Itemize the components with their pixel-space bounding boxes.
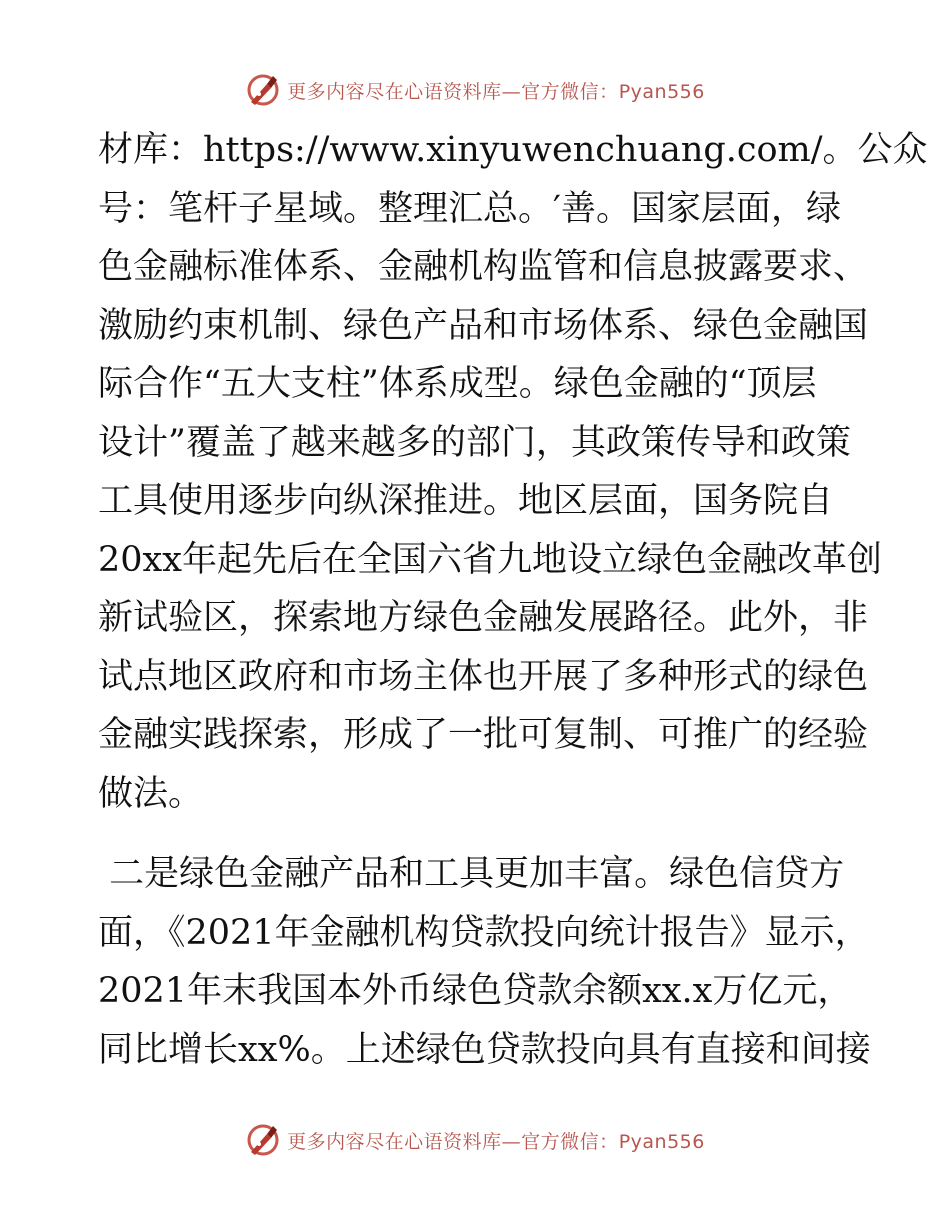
banner-wechat-label: 官方微信： — [521, 80, 619, 103]
banner-text — [287, 1127, 705, 1154]
text-line: 色金融标准体系、金融机构监管和信息披露要求、 — [98, 247, 869, 287]
text-line: 材库：https://www.xinyuwenchuang.com/。公众 — [98, 130, 928, 170]
banner-wechat-id: Pyan556 — [618, 80, 705, 103]
banner-main-text: 更多内容尽在心语资料库 — [287, 1130, 502, 1153]
paragraph-2 — [98, 845, 871, 1079]
banner-wechat-label: 官方微信： — [521, 1130, 619, 1153]
document-body — [98, 121, 928, 1079]
paragraph-spacer — [98, 823, 858, 845]
banner-dash: — — [501, 80, 522, 103]
text-line: 二是绿色金融产品和工具更加丰富。绿色信贷方 — [98, 854, 845, 894]
banner-wechat-id: Pyan556 — [618, 1130, 705, 1153]
footer-banner — [0, 1118, 950, 1162]
text-line: 激励约束机制、绿色产品和市场体系、绿色金融国 — [98, 305, 869, 346]
banner-main-text: 更多内容尽在心语资料库 — [287, 80, 502, 103]
text-line: 设计”覆盖了越来越多的部门，其政策传导和政策 — [98, 422, 851, 463]
text-line: 做法。 — [98, 773, 204, 814]
pen-logo-icon — [245, 72, 281, 108]
banner-text — [287, 77, 705, 104]
pen-logo-icon — [245, 1122, 281, 1158]
text-line: 试点地区政府和市场主体也开展了多种形式的绿色 — [98, 656, 869, 697]
paragraph-1 — [98, 121, 928, 823]
text-line: 2021年末我国本外币绿色贷款余额xx.x万亿元， — [98, 971, 853, 1011]
text-line: 号：笔杆子星域。整理汇总。′善。国家层面，绿 — [98, 188, 841, 229]
text-line: 同比增长xx%。上述绿色贷款投向具有直接和间接 — [98, 1029, 871, 1070]
text-line: 金融实践探索，形成了一批可复制、可推广的经验 — [98, 715, 869, 755]
text-line: 面，《2021年金融机构贷款投向统计报告》显示， — [98, 912, 870, 953]
text-line: 新试验区，探索地方绿色金融发展路径。此外，非 — [98, 598, 869, 638]
header-banner — [0, 68, 950, 112]
banner-dash: — — [501, 1130, 522, 1153]
text-line: 20xx年起先后在全国六省九地设立绿色金融改革创 — [98, 539, 883, 580]
text-line: 工具使用逐步向纵深推进。地区层面，国务院自 — [98, 481, 834, 521]
text-line: 际合作“五大支柱”体系成型。绿色金融的“顶层 — [98, 364, 817, 404]
